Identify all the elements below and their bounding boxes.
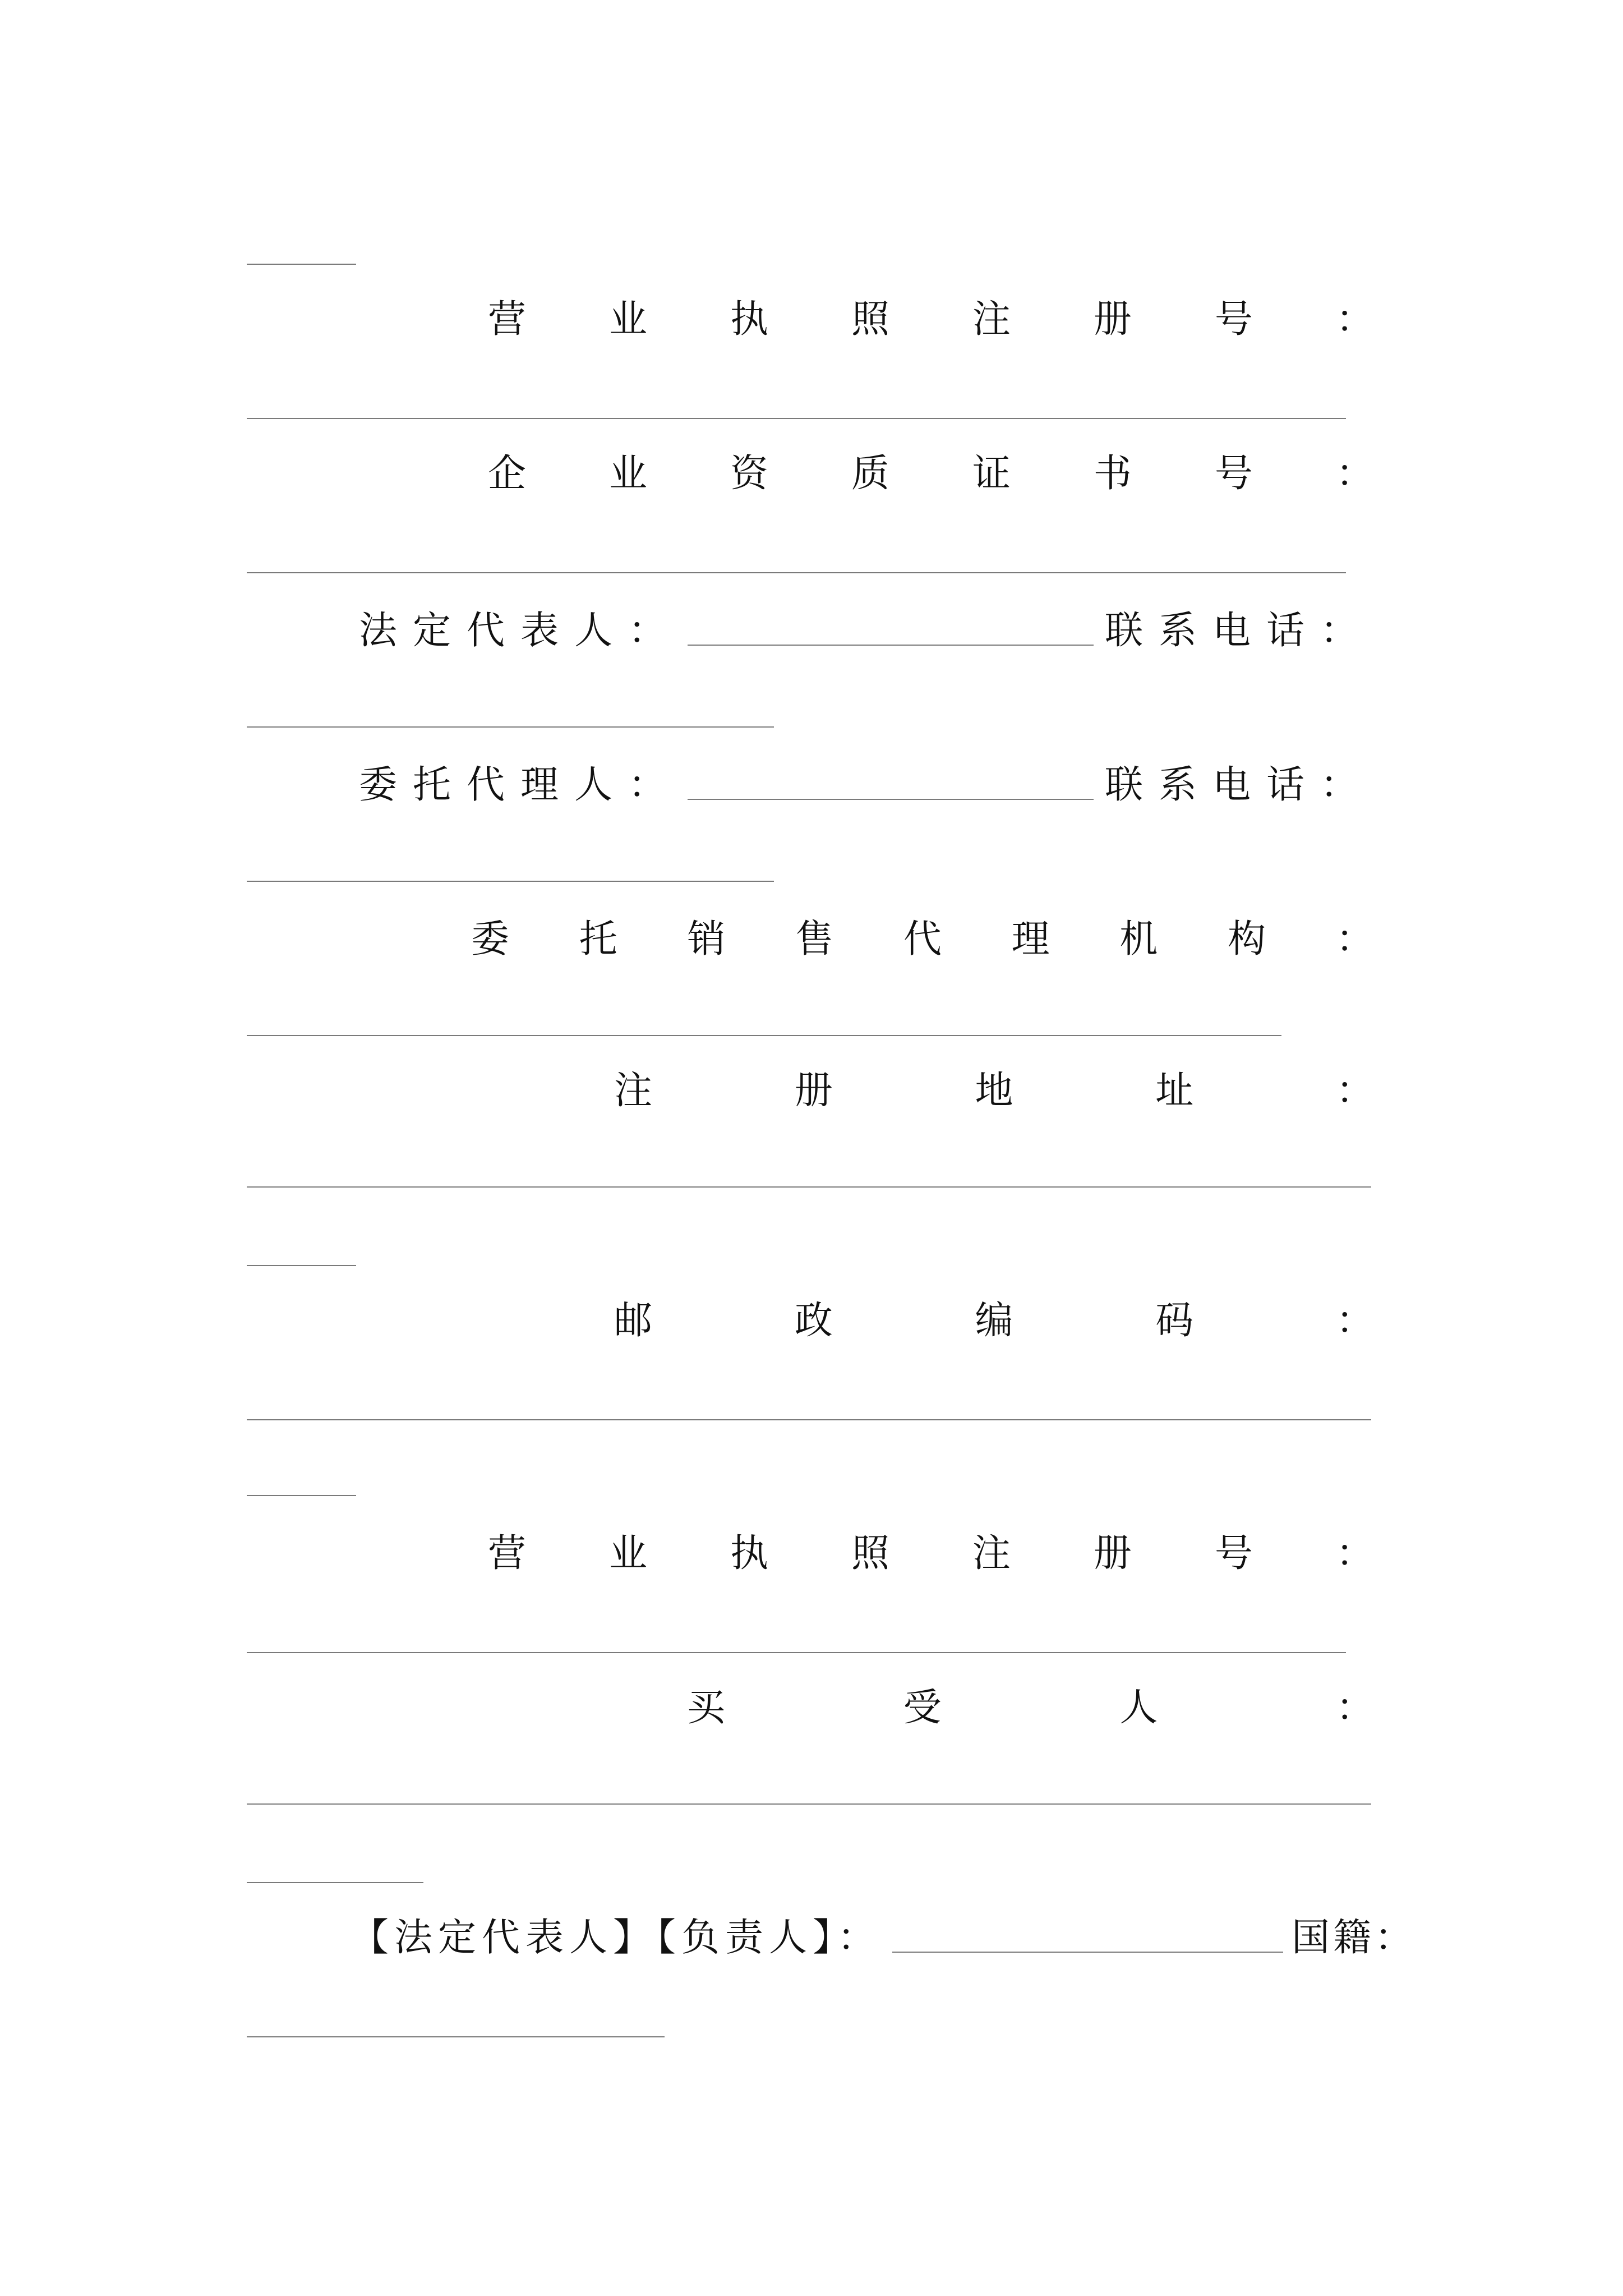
postal-code-label: 邮 政 编 码 ： <box>614 1299 1374 1343</box>
postal-code-field[interactable] <box>247 1419 1371 1420</box>
buyer-legal-rep-field[interactable] <box>892 1924 1283 1953</box>
license-number-label: 营 业 执 照 注 册 号 ： <box>488 297 1374 342</box>
buyer-field[interactable] <box>247 1803 1371 1805</box>
legal-rep-field[interactable] <box>688 616 1094 646</box>
agent-label: 委托代理人： <box>359 763 683 807</box>
sales-agency-label: 委 托 销 售 代 理 机 构 ： <box>471 917 1374 961</box>
buyer-legal-rep-label: 【法定代表人】【负责人】： <box>351 1916 882 1960</box>
buyer-field-continued[interactable] <box>247 1882 423 1883</box>
qualification-cert-field[interactable] <box>247 572 1346 573</box>
registered-address-label: 注 册 地 址 ： <box>614 1069 1374 1113</box>
agency-license-number-label: 营 业 执 照 注 册 号 ： <box>488 1531 1374 1576</box>
license-number-field[interactable] <box>247 418 1346 419</box>
agency-license-number-field[interactable] <box>247 1652 1346 1653</box>
postal-code-field-continued[interactable] <box>247 1495 356 1496</box>
agent-field[interactable] <box>688 771 1094 800</box>
buyer-legal-rep-row <box>351 1910 1416 1966</box>
blank-line[interactable] <box>247 264 356 265</box>
phone-label: 联系电话： <box>1104 763 1374 807</box>
legal-rep-phone-field[interactable] <box>247 726 774 728</box>
agent-row <box>359 757 1374 813</box>
legal-rep-row <box>359 603 1374 659</box>
registered-address-field[interactable] <box>247 1186 1371 1188</box>
legal-rep-label: 法定代表人： <box>359 609 683 653</box>
agent-phone-field[interactable] <box>247 881 774 882</box>
nationality-label: 国籍： <box>1291 1916 1416 1960</box>
buyer-label: 买 受 人 ： <box>687 1686 1374 1730</box>
sales-agency-field[interactable] <box>247 1035 1281 1036</box>
registered-address-field-continued[interactable] <box>247 1265 356 1266</box>
qualification-cert-label: 企 业 资 质 证 书 号 ： <box>488 452 1374 496</box>
nationality-field[interactable] <box>247 2036 665 2037</box>
phone-label: 联系电话： <box>1104 609 1374 653</box>
